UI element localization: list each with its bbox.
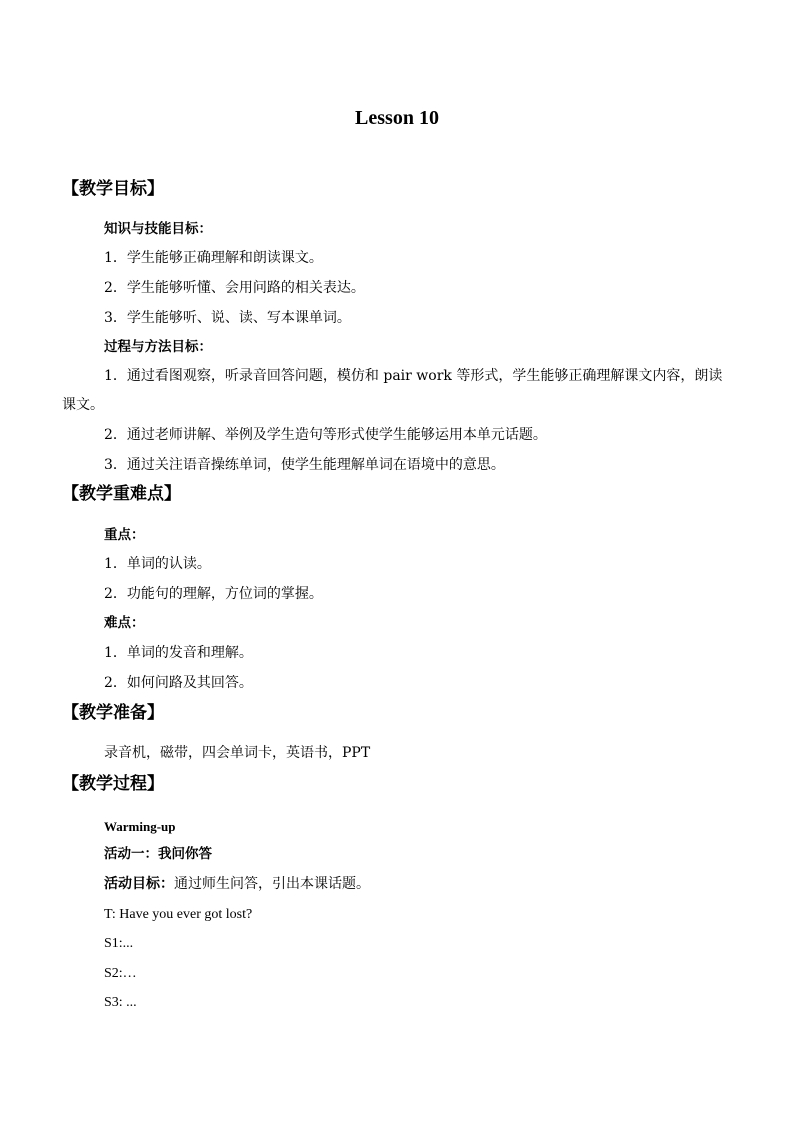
process-goal-item: 3．通过关注语音操练单词，使学生能理解单词在语境中的意思。 bbox=[104, 457, 505, 473]
heading-goals: 【教学目标】 bbox=[62, 179, 164, 199]
dialogue-line: S2:… bbox=[104, 966, 137, 981]
process-goals-label: 过程与方法目标： bbox=[104, 339, 212, 355]
heading-process: 【教学过程】 bbox=[62, 774, 164, 794]
dialogue-line: S3: ... bbox=[104, 995, 137, 1010]
difficult-label: 难点： bbox=[104, 615, 145, 631]
knowledge-goal-item: 3．学生能够听、说、读、写本课单词。 bbox=[104, 310, 351, 326]
preparation-items: 录音机，磁带，四会单词卡，英语书，PPT bbox=[104, 745, 371, 761]
activity-goal-text: 通过师生问答，引出本课话题。 bbox=[174, 876, 370, 892]
knowledge-goal-item: 1．学生能够正确理解和朗读课文。 bbox=[104, 250, 323, 266]
difficult-item: 2．如何问路及其回答。 bbox=[104, 675, 253, 691]
key-item: 2．功能句的理解，方位词的掌握。 bbox=[104, 586, 323, 602]
dialogue-line: T: Have you ever got lost? bbox=[104, 907, 253, 922]
difficult-item: 1．单词的发音和理解。 bbox=[104, 645, 253, 661]
stage-warming-up: Warming-up bbox=[104, 819, 176, 834]
knowledge-goal-item: 2．学生能够听懂、会用问路的相关表达。 bbox=[104, 280, 365, 296]
dialogue-line: S1:... bbox=[104, 936, 134, 951]
key-label: 重点： bbox=[104, 527, 145, 543]
page-title: Lesson 10 bbox=[355, 107, 439, 129]
heading-key-points: 【教学重难点】 bbox=[62, 484, 181, 504]
activity-title: 活动一：我问你答 bbox=[104, 846, 212, 862]
knowledge-goals-label: 知识与技能目标： bbox=[104, 221, 212, 237]
heading-preparation: 【教学准备】 bbox=[62, 703, 164, 723]
process-goal-item: 2．通过老师讲解、举例及学生造句等形式使学生能够运用本单元话题。 bbox=[104, 427, 547, 443]
activity-goal bbox=[104, 875, 370, 893]
process-goal-item-wrapped: 1．通过看图观察，听录音回答问题，模仿和 pair work 等形式，学生能够正确理解课文内容，朗读课文。 bbox=[62, 368, 723, 413]
key-item: 1．单词的认读。 bbox=[104, 556, 211, 572]
activity-goal-label: 活动目标： bbox=[104, 876, 174, 892]
